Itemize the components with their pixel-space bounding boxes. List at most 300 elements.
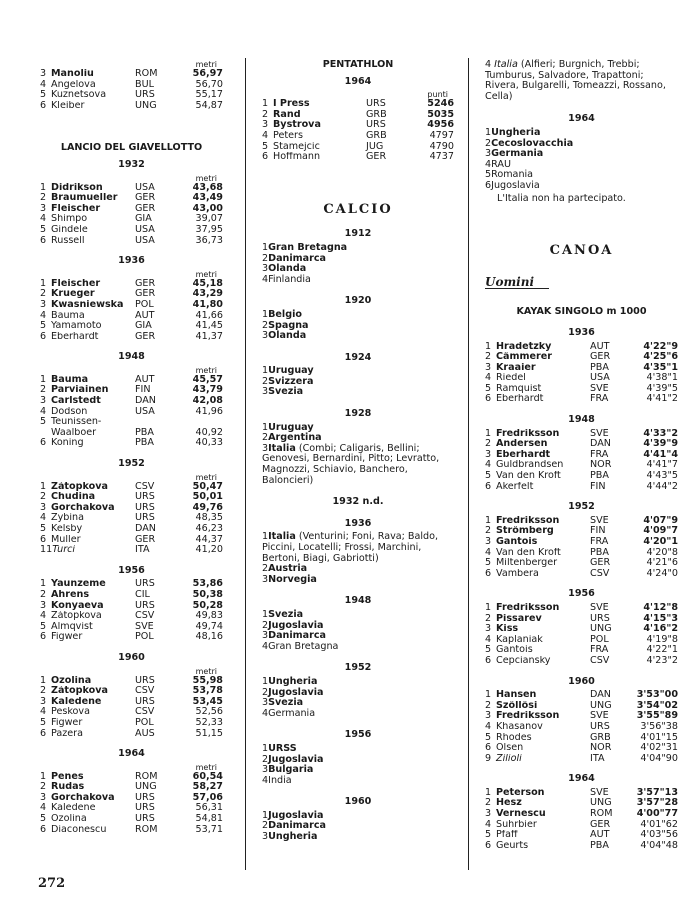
team-name: Ungheria [268, 831, 318, 843]
athlete [485, 394, 590, 405]
athlete-name: Guldbrandsen [496, 460, 564, 471]
result-row [40, 718, 223, 729]
result-row [40, 101, 223, 112]
athlete-name: Braumueller [51, 193, 118, 204]
country-code: ITA [135, 544, 150, 556]
country-code: CSV [590, 654, 610, 666]
athlete [485, 439, 590, 450]
rank: 1 [485, 515, 492, 526]
result-list [40, 69, 223, 111]
athlete [262, 110, 366, 121]
rank: 1 [40, 481, 47, 492]
country-code: GER [135, 533, 156, 545]
country-code: FIN [135, 384, 151, 396]
result-value: 3'54"02 [636, 699, 678, 711]
column-divider [468, 58, 469, 870]
result-value: 43,49 [192, 192, 223, 204]
country-code: AUT [135, 373, 155, 385]
athlete [40, 676, 135, 687]
result-row [485, 656, 678, 667]
calcio-1964-results [485, 128, 678, 192]
country-code: SVE [590, 710, 609, 722]
year-heading: 1964 [118, 748, 145, 760]
rank: 6 [40, 728, 47, 739]
rank: 5 [40, 417, 47, 428]
rank: 4 [262, 774, 269, 786]
athlete [485, 352, 590, 363]
rank: 6 [40, 824, 47, 835]
team-name: Ungheria [268, 675, 318, 687]
rank: 2 [262, 319, 269, 331]
country-code: FRA [590, 644, 609, 656]
athlete [40, 825, 135, 836]
result-value: 4'38"1 [646, 372, 678, 384]
country-code: URS [135, 813, 155, 825]
year-heading: 1932 [118, 158, 145, 170]
result-row [40, 632, 223, 643]
country-code: UNG [135, 781, 157, 793]
team-name: Germania [491, 148, 544, 160]
uomini-heading: Uomini [485, 277, 549, 290]
rank: 1 [262, 675, 269, 687]
rank: 6 [485, 179, 492, 191]
country-code: PBA [590, 470, 609, 482]
result-row [485, 841, 678, 852]
year-heading: 1936 [344, 517, 372, 529]
athlete [485, 645, 590, 656]
unit-label: metri [195, 666, 217, 676]
calcio-title: CALCIO [323, 201, 393, 217]
country-code: POL [590, 633, 609, 645]
rank: 5 [485, 169, 492, 181]
result-value: 50,38 [192, 588, 223, 600]
squad-detail: (Venturini; Foni, Rava; Baldo, Piccini, Locatelli; Frossi, Marchini, Bertoni, Biagi, Gabriotti) [262, 531, 439, 564]
rank: 3 [40, 69, 47, 79]
country-code: POL [135, 716, 154, 728]
country-code: CSV [135, 685, 155, 697]
athlete [485, 482, 590, 493]
result-value: 4'41"4 [643, 448, 678, 460]
country-code: URS [590, 612, 610, 624]
result-value: 45,18 [192, 277, 223, 289]
squad-detail: (Alfieri; Burgnich, Trebbi; Tumburus, Salvadore, Trapattoni; Rivera, Bulgarelli, Tomeazzi, Rossano, Cella) [485, 59, 666, 102]
result-value: 48,16 [195, 631, 223, 643]
athlete [40, 90, 135, 101]
athlete [40, 535, 135, 546]
athlete-name: Pissarev [496, 613, 542, 624]
rank: 3 [262, 573, 269, 585]
result-value: 5246 [427, 98, 454, 110]
result-value: 56,70 [195, 78, 223, 90]
athlete [40, 524, 135, 535]
country-code: GER [135, 202, 156, 214]
team-name: Uruguay [268, 365, 314, 377]
rank: 3 [485, 809, 492, 820]
country-code: SVE [135, 620, 154, 632]
result-row [40, 300, 223, 311]
athlete [485, 743, 590, 754]
country-code: DAN [135, 523, 156, 534]
result-value: 39,07 [195, 213, 223, 225]
rank: 2 [40, 289, 47, 300]
team-line [262, 532, 454, 564]
rank: 4 [40, 611, 47, 622]
country-code: URS [135, 578, 155, 590]
athlete [485, 603, 590, 614]
result-row [262, 120, 454, 131]
athlete [40, 707, 135, 718]
country-code: ROM [590, 808, 613, 820]
athlete [40, 69, 135, 80]
rank: 5 [40, 90, 47, 101]
country-code: GER [590, 351, 611, 363]
athlete-name: Kiss [496, 624, 519, 635]
athlete-name: Vernescu [496, 809, 546, 820]
athlete-name: Almqvist [51, 621, 93, 632]
rank: 6 [485, 481, 492, 492]
rank: 3 [262, 764, 269, 776]
year-heading: 1936 [568, 326, 595, 338]
result-value: 4'20"8 [646, 546, 678, 558]
athlete [40, 601, 135, 612]
team-name: Spagna [268, 319, 309, 331]
italia-squad [485, 60, 678, 102]
athlete [40, 482, 135, 493]
athlete-name: Gantois [496, 645, 533, 656]
rank: 1 [262, 241, 269, 253]
year-heading: 1960 [568, 675, 595, 687]
result-value: 4'23"2 [646, 654, 678, 666]
athlete [40, 697, 135, 708]
unit-label: metri [195, 472, 217, 482]
rank: 1 [485, 428, 492, 439]
result-value: 4'15"3 [643, 612, 678, 624]
rank: 1 [485, 341, 492, 352]
team-name: Argentina [268, 432, 322, 444]
athlete-name: Fleischer [51, 203, 101, 214]
athlete [40, 300, 135, 311]
rank: 5 [485, 732, 492, 743]
rank: 5 [485, 830, 492, 841]
country-code: POL [135, 298, 154, 310]
result-row [40, 438, 223, 449]
team-name: Jugoslavia [268, 753, 324, 765]
athlete [40, 193, 135, 204]
kayak-results [485, 328, 678, 852]
team-name: Jugoslavia [268, 619, 324, 631]
result-value: 40,33 [195, 437, 223, 449]
team-line [262, 677, 454, 688]
athlete-name: Zátopkova [51, 686, 108, 697]
rank: 4 [485, 634, 492, 645]
team-name: Romania [491, 169, 534, 181]
athlete-name: Didrikson [51, 182, 103, 193]
result-row [262, 152, 454, 163]
unit-label: metri [195, 173, 217, 183]
year-heading: 1960 [344, 796, 372, 808]
country-code: GER [366, 151, 387, 163]
result-value: 60,54 [192, 770, 223, 782]
country-code: ROM [135, 770, 158, 782]
team-name: Austria [268, 563, 308, 575]
rank: 6 [40, 331, 47, 342]
rank: 1 [485, 787, 492, 798]
rank: 2 [485, 700, 492, 711]
athlete [40, 375, 135, 386]
athlete-name: Ozolina [51, 814, 87, 825]
rank: 3 [262, 831, 269, 843]
javelin-results [40, 160, 223, 835]
result-value: 4'01"62 [640, 818, 678, 830]
javelin-title: LANCIO DEL GIAVELLOTTO [60, 142, 203, 154]
team-line [262, 642, 454, 653]
athlete-name: Kraaier [496, 362, 536, 373]
page-number: 272 [38, 876, 66, 891]
result-value: 54,81 [195, 813, 223, 825]
athlete [485, 558, 590, 569]
athlete-name: Zátopkova [51, 611, 102, 622]
country-code: URS [135, 695, 155, 707]
athlete [40, 772, 135, 783]
team-line [262, 275, 454, 286]
result-value: 4'19"8 [646, 633, 678, 645]
team-line [485, 181, 678, 192]
result-row [40, 236, 223, 247]
year-heading: 1952 [568, 501, 595, 513]
rank: 3 [262, 442, 269, 454]
athlete-name: Penes [51, 771, 84, 782]
rank: 4 [485, 819, 492, 830]
athlete-name: Olsen [496, 743, 524, 754]
result-value: 43,00 [192, 202, 223, 214]
result-value: 43,29 [192, 288, 223, 300]
result-row [262, 142, 454, 153]
country-code: CIL [135, 588, 150, 600]
rank: 1 [262, 608, 269, 620]
rank: 4 [262, 130, 269, 141]
athlete [40, 289, 135, 300]
result-value: 58,27 [192, 781, 223, 793]
rank: 3 [40, 502, 47, 513]
year-heading: 1964 [568, 773, 595, 785]
result-value: 4'22"1 [646, 644, 678, 656]
athlete-name: Khasanov [496, 721, 543, 732]
country-code: URS [135, 512, 155, 524]
result-value: 41,37 [195, 330, 223, 342]
athlete-name: Stamejcic [273, 141, 320, 152]
country-code: UNG [135, 99, 157, 111]
year-heading: 1952 [344, 662, 372, 674]
athlete-name: Bauma [51, 310, 85, 321]
year-heading: 1952 [118, 458, 145, 470]
result-value: 4'39"9 [643, 438, 678, 450]
athlete-name: Vambera [496, 568, 539, 579]
rank: 1 [262, 99, 269, 110]
athlete-name: Manoliu [51, 69, 94, 79]
rank: 4 [40, 79, 47, 90]
result-value: 41,20 [195, 544, 223, 556]
rank: 6 [40, 632, 47, 643]
column-divider [245, 58, 246, 870]
team-name: Danimarca [268, 820, 327, 832]
country-code: FIN [590, 480, 606, 492]
rank: 2 [485, 798, 492, 809]
rank: 1 [485, 690, 492, 701]
athlete-name: Kwasniewska [51, 299, 124, 310]
country-code: AUT [590, 829, 610, 841]
athlete [40, 183, 135, 194]
athlete [485, 830, 590, 841]
athlete-name: Ahrens [51, 589, 90, 600]
athlete [40, 793, 135, 804]
result-value: 4'25"6 [643, 351, 678, 363]
year-heading: 1912 [344, 228, 372, 240]
result-value: 44,37 [195, 533, 223, 545]
result-value: 56,97 [192, 68, 223, 79]
athlete [40, 101, 135, 112]
athlete [40, 385, 135, 396]
result-value: 53,45 [192, 695, 223, 707]
athlete-name: Geurts [496, 840, 529, 851]
team-name: Italia [268, 442, 296, 454]
pentathlon-results [262, 99, 454, 163]
rank: 5 [262, 141, 269, 152]
year-heading: 1924 [344, 351, 372, 363]
result-value: 53,86 [192, 578, 223, 590]
rank: 3 [262, 330, 269, 342]
year-heading: 1928 [344, 408, 372, 420]
rank: 3 [40, 299, 47, 310]
canoa-title: CANOA [549, 243, 614, 259]
result-value: 45,57 [192, 373, 223, 385]
country-code: USA [135, 223, 155, 235]
result-row [40, 729, 223, 740]
country-code: UNG [590, 797, 612, 809]
team-name: Olanda [268, 330, 307, 342]
athlete [485, 733, 590, 744]
team-name: Jugoslavia [491, 179, 540, 191]
result-value: 4'20"1 [643, 536, 678, 547]
rank: 4 [262, 640, 269, 652]
country-code: PBA [590, 546, 609, 558]
rank: 1 [262, 308, 269, 320]
athlete-name: Carlstedt [51, 396, 101, 407]
country-code: DAN [590, 438, 611, 450]
team-name: Bulgaria [268, 764, 314, 776]
result-value: 4'21"6 [646, 557, 678, 569]
athlete [485, 841, 590, 852]
team-name: Svezia [268, 386, 304, 398]
year-heading: 1956 [568, 588, 595, 600]
athlete-name: Rudas [51, 782, 85, 793]
country-code: URS [135, 791, 155, 803]
rank: 2 [262, 686, 269, 698]
country-code: UNG [590, 623, 612, 635]
year-heading: 1964 [568, 113, 595, 125]
rank: 2 [485, 526, 492, 537]
athlete [485, 384, 590, 395]
country-code: URS [135, 89, 155, 101]
rank: 3 [40, 696, 47, 707]
result-value: 3'53"00 [636, 689, 678, 701]
athlete [40, 321, 135, 332]
rank: 3 [262, 263, 269, 275]
athlete-name: Kelsby [51, 524, 83, 534]
rank: 2 [485, 439, 492, 450]
kayak-title: KAYAK SINGOLO m 1000 [516, 306, 647, 318]
athlete-name: Yaunzeme [51, 579, 106, 590]
result-row [40, 332, 223, 343]
rank: 2 [262, 252, 269, 264]
team-name: Danimarca [268, 252, 327, 264]
rank: 6 [40, 534, 47, 545]
country-code: PBA [135, 426, 154, 438]
team-line [262, 575, 454, 586]
country-code: PBA [590, 839, 609, 851]
athlete-name: Gantois [496, 537, 538, 547]
team-name: Jugoslavia [268, 809, 324, 821]
athlete [485, 342, 590, 353]
result-row [262, 131, 454, 142]
result-value: 53,78 [192, 685, 223, 697]
rank: 6 [485, 840, 492, 851]
rank: 3 [485, 624, 492, 635]
year-heading: 1932 n.d. [332, 496, 384, 508]
result-row [485, 394, 678, 405]
result-value: 50,01 [192, 491, 223, 503]
year-heading: 1948 [344, 595, 372, 607]
country-code: GIA [135, 320, 152, 332]
unit-label: metri [195, 365, 217, 375]
athlete-name: Eberhardt [496, 449, 551, 460]
year-heading: 1960 [118, 651, 145, 663]
rank: 2 [485, 352, 492, 363]
country-code: AUT [135, 309, 155, 321]
athlete [485, 526, 590, 537]
athlete-name: Parviainen [51, 385, 109, 396]
athlete [40, 204, 135, 215]
rank: 2 [40, 492, 47, 503]
athlete-name: Fredriksson [496, 711, 560, 722]
result-value: 4'01"15 [640, 731, 678, 743]
athlete [262, 120, 366, 131]
athlete-name: Gorchakova [51, 502, 115, 513]
athlete-name: Turci [52, 545, 76, 556]
athlete-name: Teunissen- [51, 417, 102, 428]
athlete [485, 471, 590, 482]
athlete-name: I Press [273, 99, 310, 110]
rank: 5 [485, 471, 492, 482]
country-code: URS [366, 119, 386, 131]
result-row [262, 99, 454, 110]
rank: 2 [40, 385, 47, 396]
result-value: 4'22"9 [643, 340, 678, 352]
athlete [485, 820, 590, 831]
result-value: 3'56"38 [640, 720, 678, 732]
rank: 2 [262, 563, 269, 575]
team-name: Jugoslavia [268, 686, 324, 698]
country-code: GER [590, 557, 611, 569]
rank: 3 [40, 203, 47, 214]
country-code: GER [590, 818, 611, 830]
athlete [40, 729, 135, 740]
result-value: 4'39"5 [646, 382, 678, 394]
country-code: USA [135, 181, 155, 193]
athlete [485, 373, 590, 384]
rank: 4 [40, 406, 47, 417]
result-value: 52,33 [195, 716, 223, 728]
team-line [485, 128, 678, 139]
